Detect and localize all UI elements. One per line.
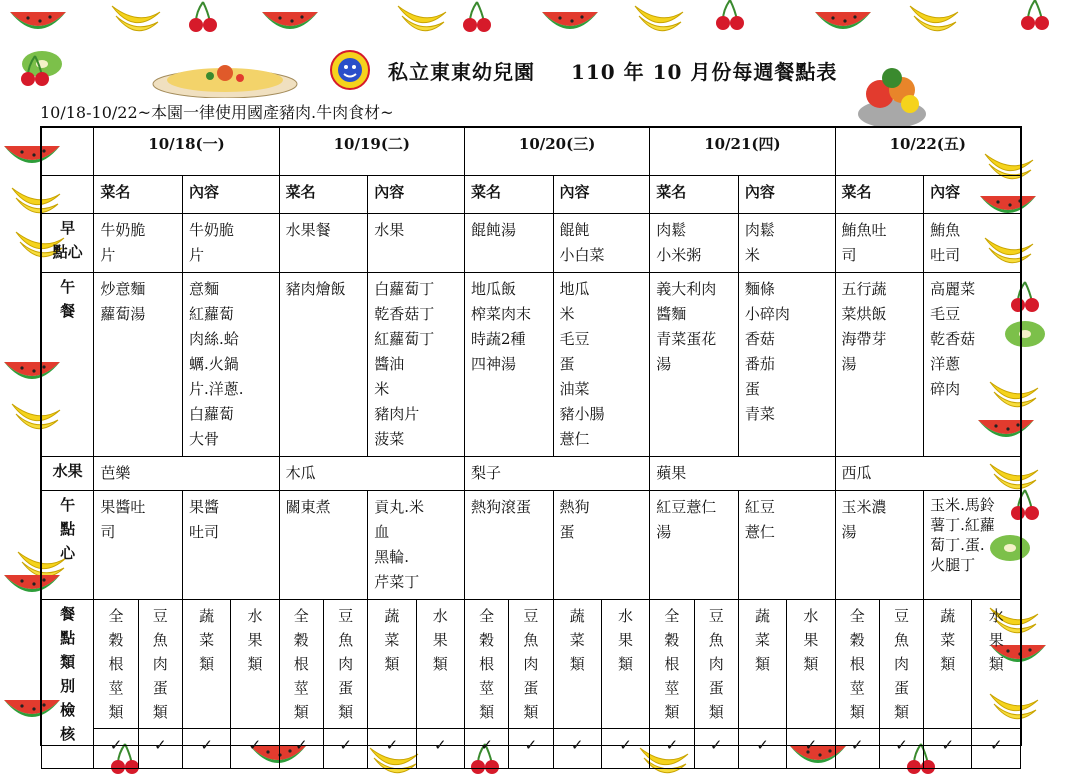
category-cell: 蔬 菜 類 — [924, 600, 972, 729]
snack-dish: 玉米濃 湯 — [835, 491, 924, 600]
lunch-content: 白蘿蔔丁 乾香菇丁 紅蘿蔔丁 醬油 米 豬肉片 菠菜 — [368, 273, 465, 457]
check-mark: ✓ — [835, 729, 879, 769]
snack-content: 紅豆 薏仁 — [738, 491, 835, 600]
dish-col-header: 菜名 — [94, 176, 183, 214]
column-header-row — [42, 176, 1021, 214]
content-col-header: 內容 — [738, 176, 835, 214]
fruit-cell: 芭樂 — [94, 457, 279, 491]
snack-content: 貢丸.米 血 黑輪. 芹菜丁 — [368, 491, 465, 600]
category-cell: 豆 魚 肉 蛋 類 — [509, 600, 553, 729]
check-mark: ✓ — [279, 729, 323, 769]
corner-cell-2 — [42, 176, 94, 214]
category-cell: 豆 魚 肉 蛋 類 — [323, 600, 367, 729]
lunch-content: 意麵 紅蘿蔔 肉絲.蛤 蠣.火鍋 片.洋蔥. 白蘿蔔 大骨 — [182, 273, 279, 457]
category-cell: 全 穀 根 莖 類 — [279, 600, 323, 729]
check-mark: ✓ — [231, 729, 279, 769]
check-mark: ✓ — [138, 729, 182, 769]
menu-grid — [41, 127, 1021, 769]
check-mark: ✓ — [464, 729, 508, 769]
day-header: 10/22(五) — [835, 128, 1020, 176]
fruit-cell: 蘋果 — [650, 457, 835, 491]
category-cell: 水 果 類 — [231, 600, 279, 729]
check-mark: ✓ — [94, 729, 138, 769]
school-name: 私立東東幼兒園 — [388, 59, 535, 84]
fruit-cell: 木瓜 — [279, 457, 464, 491]
day-header: 10/18(一) — [94, 128, 279, 176]
category-cell: 豆 魚 肉 蛋 類 — [879, 600, 923, 729]
check-mark: ✓ — [553, 729, 601, 769]
corner-cell — [42, 128, 94, 176]
category-cell: 水 果 類 — [416, 600, 464, 729]
breakfast-dish: 肉鬆 小米粥 — [650, 214, 739, 273]
breakfast-dish: 鮪魚吐 司 — [835, 214, 924, 273]
dish-col-header: 菜名 — [650, 176, 739, 214]
check-mark: ✓ — [509, 729, 553, 769]
breakfast-content: 餛飩 小白菜 — [553, 214, 650, 273]
check-mark: ✓ — [924, 729, 972, 769]
lunch-dish: 炒意麵 蘿蔔湯 — [94, 273, 183, 457]
category-cell: 水 果 類 — [972, 600, 1021, 729]
content-col-header: 內容 — [368, 176, 465, 214]
row-label: 水果 — [42, 457, 94, 491]
check-mark: ✓ — [650, 729, 694, 769]
lunch-content: 地瓜 米 毛豆 蛋 油菜 豬小腸 薏仁 — [553, 273, 650, 457]
category-cell: 蔬 菜 類 — [738, 600, 786, 729]
check-mark: ✓ — [601, 729, 649, 769]
snack — [42, 491, 1021, 600]
dish-col-header: 菜名 — [464, 176, 553, 214]
weekly-menu-table — [40, 126, 1022, 754]
content-col-header: 內容 — [553, 176, 650, 214]
lunch — [42, 273, 1021, 457]
subtitle: 10/18-10/22~本園一律使用國產豬肉.牛肉食材~ — [40, 103, 394, 122]
lunch-dish: 豬肉燴飯 — [279, 273, 368, 457]
lunch-content: 高麗菜 毛豆 乾香菇 洋蔥 碎肉 — [924, 273, 1021, 457]
breakfast-content: 肉鬆 米 — [738, 214, 835, 273]
day-header: 10/21(四) — [650, 128, 835, 176]
category-cell: 蔬 菜 類 — [182, 600, 230, 729]
breakfast-dish: 餛飩湯 — [464, 214, 553, 273]
check-mark: ✓ — [694, 729, 738, 769]
snack-content: 玉米.馬鈴 薯丁.紅蘿 蔔丁.蛋. 火腿丁 — [924, 491, 1021, 600]
check-mark: ✓ — [787, 729, 835, 769]
category-cell: 蔬 菜 類 — [553, 600, 601, 729]
snack-dish: 熱狗滾蛋 — [464, 491, 553, 600]
fruit-cell: 西瓜 — [835, 457, 1020, 491]
menu-title: 110 年 10 月份每週餐點表 — [570, 59, 838, 84]
category-cell: 全 穀 根 莖 類 — [464, 600, 508, 729]
page-title — [388, 56, 837, 85]
check-mark: ✓ — [738, 729, 786, 769]
category-cell: 豆 魚 肉 蛋 類 — [138, 600, 182, 729]
check-mark: ✓ — [182, 729, 230, 769]
content-col-header: 內容 — [924, 176, 1021, 214]
day-header-row — [42, 128, 1021, 176]
category-cell: 豆 魚 肉 蛋 類 — [694, 600, 738, 729]
fried-rice-dish-illustration — [150, 58, 300, 98]
snack-dish: 關東煮 — [279, 491, 368, 600]
check-row — [42, 729, 1021, 769]
check-mark: ✓ — [879, 729, 923, 769]
check-mark: ✓ — [416, 729, 464, 769]
category-cell: 蔬 菜 類 — [368, 600, 416, 729]
breakfast-content: 水果 — [368, 214, 465, 273]
dish-col-header: 菜名 — [835, 176, 924, 214]
lunch-dish: 五行蔬 菜烘飯 海帶芽 湯 — [835, 273, 924, 457]
category-cell: 全 穀 根 莖 類 — [94, 600, 138, 729]
row-label: 午 餐 — [42, 273, 94, 457]
lunch-content: 麵條 小碎肉 香菇 番茄 蛋 青菜 — [738, 273, 835, 457]
category-cell: 水 果 類 — [787, 600, 835, 729]
category-cell: 全 穀 根 莖 類 — [835, 600, 879, 729]
title-bar — [330, 52, 837, 88]
row-label: 午 點 心 — [42, 491, 94, 600]
vegetable-basket-illustration — [850, 60, 930, 130]
breakfast — [42, 214, 1021, 273]
snack-dish: 果醬吐 司 — [94, 491, 183, 600]
category-cell: 水 果 類 — [601, 600, 649, 729]
category-row — [42, 600, 1021, 729]
check-mark: ✓ — [323, 729, 367, 769]
snack-content: 果醬 吐司 — [182, 491, 279, 600]
snack-dish: 紅豆薏仁 湯 — [650, 491, 739, 600]
lunch-dish: 義大利肉 醬麵 青菜蛋花 湯 — [650, 273, 739, 457]
fruit-cell: 梨子 — [464, 457, 649, 491]
fruit-row — [42, 457, 1021, 491]
lunch-dish: 地瓜飯 榨菜肉末 時蔬2種 四神湯 — [464, 273, 553, 457]
row-label: 餐 點 類 別 檢 核 — [42, 600, 94, 769]
check-mark: ✓ — [368, 729, 416, 769]
breakfast-dish: 水果餐 — [279, 214, 368, 273]
content-col-header: 內容 — [182, 176, 279, 214]
day-header: 10/20(三) — [464, 128, 649, 176]
dish-col-header: 菜名 — [279, 176, 368, 214]
breakfast-content: 牛奶脆 片 — [182, 214, 279, 273]
check-mark: ✓ — [972, 729, 1021, 769]
school-logo-icon — [330, 50, 370, 90]
breakfast-content: 鮪魚 吐司 — [924, 214, 1021, 273]
row-label: 早 點心 — [42, 214, 94, 273]
category-cell: 全 穀 根 莖 類 — [650, 600, 694, 729]
snack-content: 熱狗 蛋 — [553, 491, 650, 600]
breakfast-dish: 牛奶脆 片 — [94, 214, 183, 273]
day-header: 10/19(二) — [279, 128, 464, 176]
